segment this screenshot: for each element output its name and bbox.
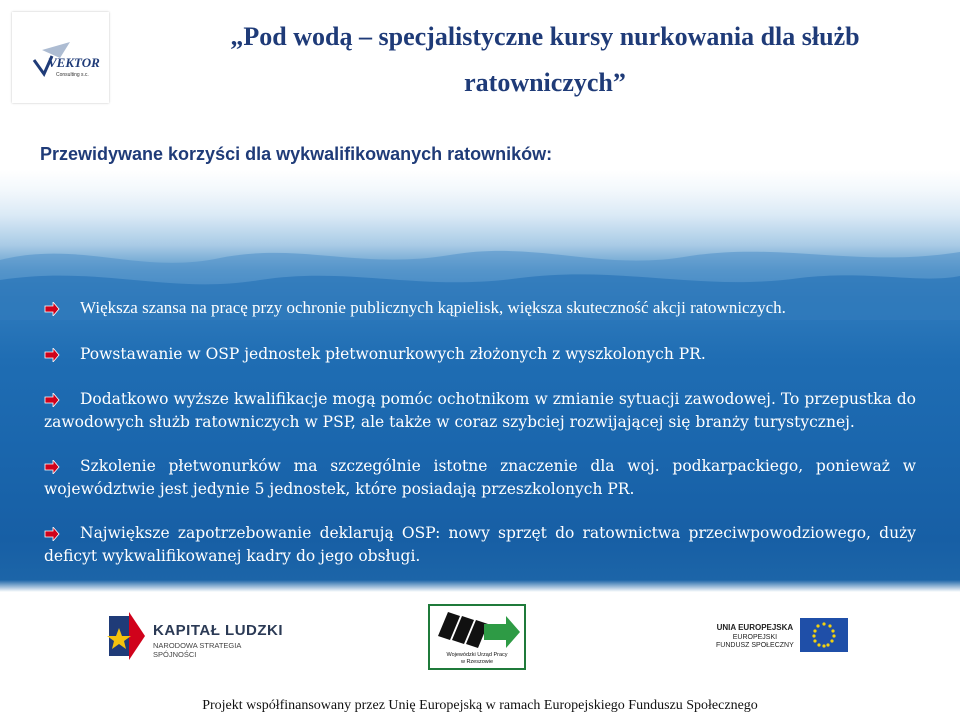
page-title-line-2: ratowniczych” <box>464 68 626 97</box>
bullet-text: Powstawanie w OSP jednostek płetwonurkowych złożonych z wyszkolonych PR. <box>80 345 706 363</box>
footer-logos <box>0 594 960 674</box>
arrow-bullet-icon <box>44 302 80 316</box>
vektor-logo-subtext: Consulting s.c. <box>56 72 89 78</box>
wup-arrow-icon <box>430 606 524 652</box>
vektor-logo[interactable] <box>12 12 109 103</box>
bullet-text: Największe zapotrzebowanie deklarują OSP: nowy sprzęt do ratownictwa przeciwpowodziowego, duży deficyt wykwalifikowanej kadry do jego obsługi. <box>44 524 916 565</box>
kapital-ludzki-title: KAPITAŁ LUDZKI <box>153 622 284 639</box>
list-item <box>44 296 916 319</box>
kapital-ludzki-subtitle: NARODOWA STRATEGIA SPÓJNOŚCI <box>153 641 241 659</box>
wup-line-2: w Rzeszowie <box>460 659 494 665</box>
bullet-text: Większa szansa na pracę przy ochronie publicznych kąpielisk, większa skuteczność akcji ratowniczych. <box>80 298 786 317</box>
list-item <box>44 455 916 501</box>
eu-flag-icon <box>800 618 848 652</box>
list-item <box>44 388 916 434</box>
footer-cofinancing-note: Projekt współfinansowany przez Unię Europejską w ramach Europejskiego Funduszu Społecznego <box>202 698 758 713</box>
arrow-bullet-icon <box>44 348 80 362</box>
kapital-ludzki-logo[interactable] <box>105 608 285 664</box>
vektor-logo-graphic <box>12 12 109 103</box>
wup-line-1: Wojewódzki Urząd Pracy <box>446 652 508 658</box>
page-title-line-1: „Pod wodą – specjalistyczne kursy nurkowania dla służb <box>230 22 860 51</box>
ue-line-1: UNIA EUROPEJSKA <box>716 623 794 632</box>
wup-rzeszow-logo[interactable] <box>428 604 526 670</box>
ue-line-2: EUROPEJSKI <box>732 633 778 641</box>
list-item <box>44 343 916 366</box>
arrow-bullet-icon <box>44 527 80 541</box>
arrow-bullet-icon <box>44 460 80 474</box>
eu-social-fund-logo[interactable] <box>706 608 856 664</box>
bullet-text: Dodatkowo wyższe kwalifikacje mogą pomóc ochotnikom w zmianie sytuacji zawodowej. To przepustka do zawodowych służb ratowniczych w PSP, ale także w coraz szybciej rozwijającej się branży turystycznej. <box>44 390 916 431</box>
kapital-ludzki-star-icon <box>105 608 149 664</box>
list-item <box>44 522 916 568</box>
vektor-logo-text: VEKTOR <box>48 55 100 70</box>
section-subtitle: Przewidywane korzyści dla wykwalifikowanych ratowników: <box>40 144 553 164</box>
ue-line-3: FUNDUSZ SPOŁECZNY <box>716 642 794 649</box>
arrow-bullet-icon <box>44 393 80 407</box>
bullet-text: Szkolenie płetwonurków ma szczególnie istotne znaczenie dla woj. podkarpackiego, ponieważ w województwie jest jedynie 5 jednostek, które posiadają przeszkolonych PR. <box>44 457 916 498</box>
